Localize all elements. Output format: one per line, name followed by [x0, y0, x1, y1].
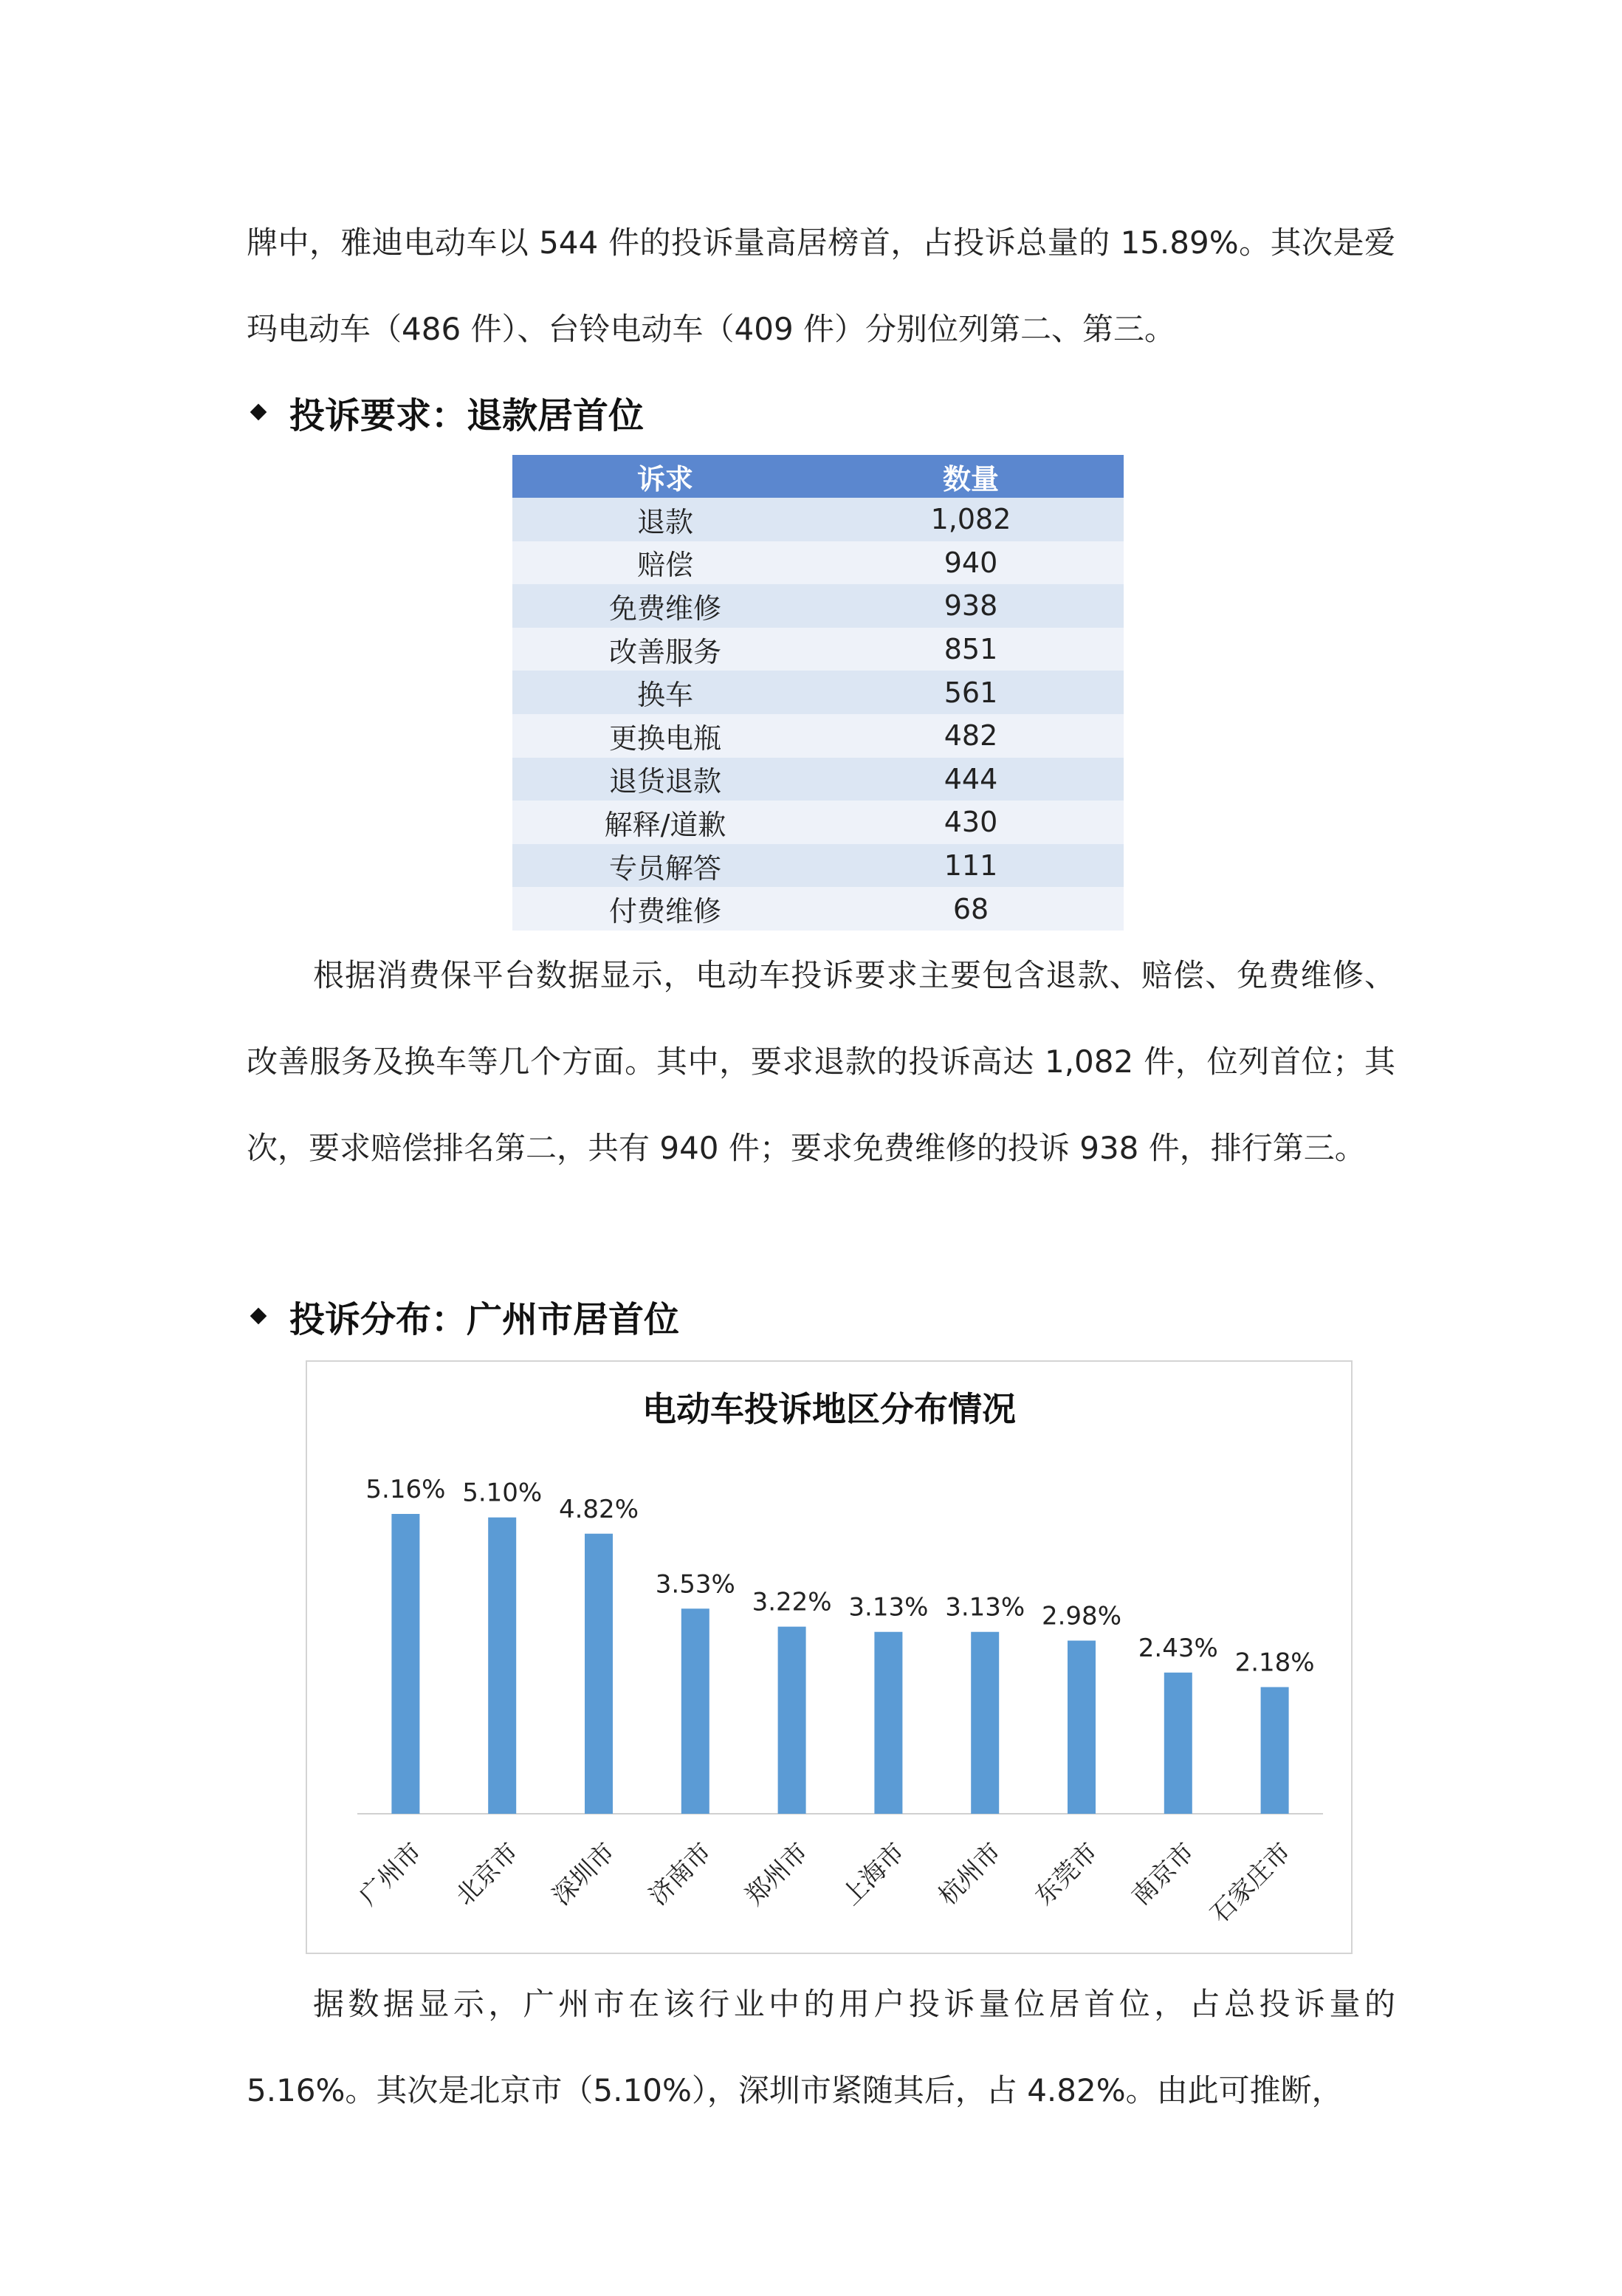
table-row	[512, 628, 1124, 671]
table-cell: 851	[818, 628, 1124, 671]
table-cell: 1,082	[818, 498, 1124, 541]
data-label: 3.53%	[655, 1569, 735, 1600]
section-heading-distribution	[247, 1286, 679, 1346]
section-heading-text: 投诉分布：广州市居首位	[289, 1298, 680, 1340]
chart-plot	[307, 1362, 1351, 1953]
data-label: 4.82%	[558, 1494, 639, 1524]
diamond-bullet-icon	[250, 404, 267, 421]
table-cell: 938	[818, 584, 1124, 628]
table-header-cell: 诉求	[512, 455, 818, 498]
x-tick-label: 广州市	[353, 1837, 428, 1912]
table-row	[512, 541, 1124, 585]
table-row	[512, 801, 1124, 844]
table-cell: 退货退款	[512, 758, 818, 801]
table-cell: 更换电瓶	[512, 714, 818, 758]
x-tick-label: 深圳市	[546, 1837, 621, 1912]
table-row	[512, 887, 1124, 931]
table-cell: 940	[818, 541, 1124, 585]
x-tick-label: 上海市	[836, 1837, 911, 1912]
intro-paragraph: 牌中，雅迪电动车以 544 件的投诉量高居榜首，占投诉总量的 15.89%。其次是爱玛电动车（486 件）、台铃电动车（409 件）分别位列第二、第三。	[247, 225, 1395, 347]
data-label: 2.18%	[1234, 1648, 1315, 1678]
table-cell: 退款	[512, 498, 818, 541]
table-row	[512, 714, 1124, 758]
table-row	[512, 584, 1124, 628]
chart-title: 电动车投诉地区分布情况	[642, 1389, 1016, 1429]
table-cell: 111	[818, 844, 1124, 888]
section-heading-requests	[247, 383, 644, 442]
bar-8	[1068, 1641, 1096, 1814]
table-header-cell: 数量	[818, 455, 1124, 498]
x-tick-label: 东莞市	[1029, 1837, 1104, 1912]
x-tick-label: 郑州市	[740, 1837, 814, 1912]
bar-6	[874, 1632, 902, 1814]
distribution-paragraph: 据数据显示，广州市在该行业中的用户投诉量位居首位，占总投诉量的 5.16%。其次是北京市（5.10%），深圳市紧随其后，占 4.82%。由此可推断，	[247, 1986, 1395, 2108]
data-label: 2.43%	[1138, 1633, 1218, 1663]
table-cell: 561	[818, 671, 1124, 714]
table-cell: 解释/道歉	[512, 801, 818, 844]
bar-1	[391, 1514, 419, 1814]
table-cell: 赔偿	[512, 541, 818, 585]
data-label: 3.13%	[848, 1592, 929, 1622]
bar-7	[971, 1632, 999, 1814]
table-row	[512, 758, 1124, 801]
x-tick-label: 南京市	[1126, 1837, 1200, 1912]
table-row	[512, 498, 1124, 541]
data-label: 3.22%	[752, 1587, 832, 1617]
section-heading-text: 投诉要求：退款居首位	[289, 394, 645, 436]
table-cell: 482	[818, 714, 1124, 758]
table-cell: 付费维修	[512, 887, 818, 931]
region-bar-chart	[306, 1360, 1353, 1954]
table-cell: 换车	[512, 671, 818, 714]
table-cell: 改善服务	[512, 628, 818, 671]
diamond-bullet-icon	[250, 1308, 267, 1325]
x-tick-label: 杭州市	[932, 1837, 1008, 1912]
bar-3	[585, 1534, 613, 1814]
bar-4	[681, 1608, 709, 1814]
x-tick-label: 北京市	[450, 1837, 525, 1912]
bar-5	[778, 1627, 806, 1814]
table-cell: 专员解答	[512, 844, 818, 888]
table-row	[512, 844, 1124, 888]
data-label: 2.98%	[1041, 1601, 1122, 1631]
table-cell: 68	[818, 887, 1124, 931]
data-label: 5.16%	[365, 1475, 446, 1504]
requests-table	[512, 455, 1124, 931]
requests-paragraph: 根据消费保平台数据显示，电动车投诉要求主要包含退款、赔偿、免费维修、改善服务及换车等几个方面。其中，要求退款的投诉高达 1,082 件，位列首位；其次，要求赔偿排名第二，共有 940 件；要求免费维修的投诉 938 件，排行第三。	[247, 957, 1395, 1166]
table-cell: 444	[818, 758, 1124, 801]
bar-9	[1164, 1673, 1192, 1814]
table-cell: 免费维修	[512, 584, 818, 628]
table-row	[512, 671, 1124, 714]
bar-2	[488, 1518, 516, 1814]
bar-10	[1261, 1687, 1289, 1814]
table-cell: 430	[818, 801, 1124, 844]
data-label: 3.13%	[945, 1592, 1025, 1622]
x-tick-label: 石家庄市	[1205, 1837, 1297, 1930]
data-label: 5.10%	[462, 1478, 543, 1508]
x-tick-label: 济南市	[643, 1837, 718, 1912]
table-header-row	[512, 455, 1124, 498]
